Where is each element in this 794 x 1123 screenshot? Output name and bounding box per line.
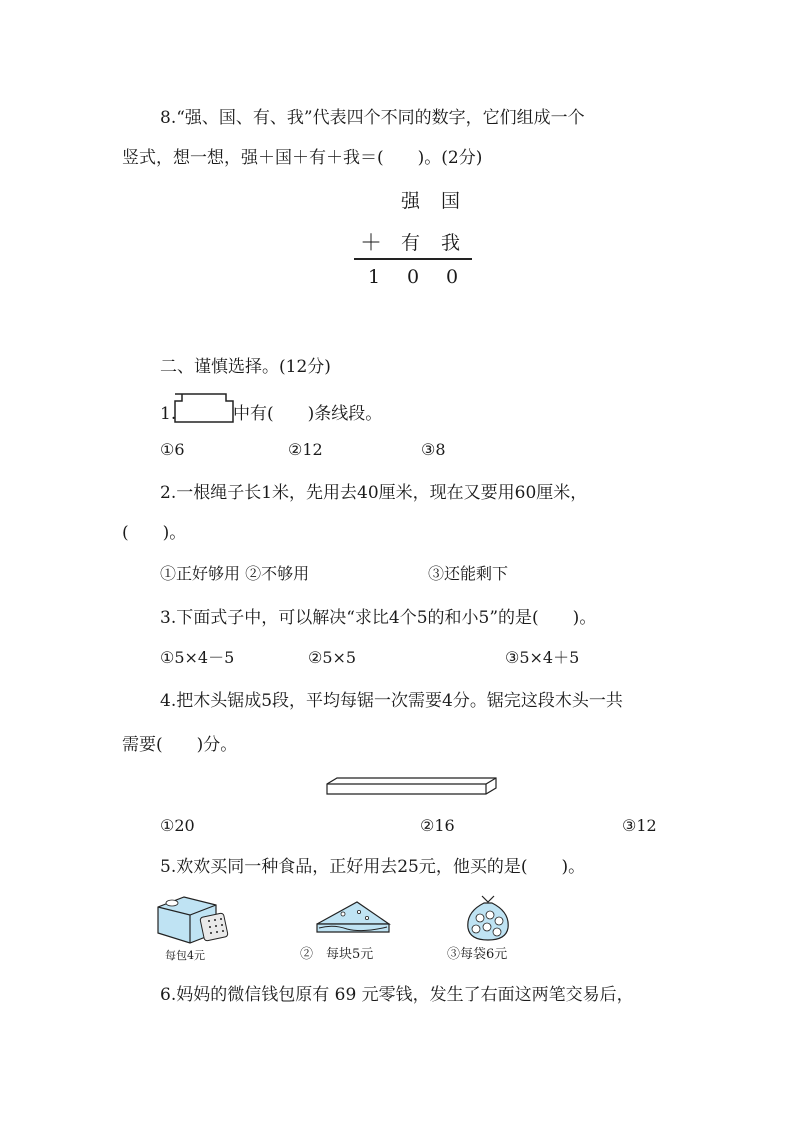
result-digit1: 1 (368, 266, 381, 288)
q4-line1: 4.把木头锯成5段，平均每锯一次需要4分。锯完这段木头一共 (160, 691, 623, 711)
section2-title: 二、谨慎选择。(12分) (160, 357, 331, 377)
q2-line1: 2.一根绳子长1米，先用去40厘米，现在又要用60厘米， (160, 483, 588, 503)
result-digit2: 0 (407, 266, 420, 288)
q1-option-2[interactable]: ②12 (288, 440, 323, 459)
q2-option-1-2[interactable]: ①正好够用 ②不够用 (160, 564, 310, 583)
q3-option-2[interactable]: ②5×5 (308, 648, 357, 667)
q2-option-3[interactable]: ③还能剩下 (428, 564, 509, 583)
q1-option-1[interactable]: ①6 (160, 440, 185, 459)
q5-line1: 5.欢欢买同一种食品，正好用去25元，他买的是( )。 (160, 857, 586, 877)
q8-line2: 竖式，想一想，强＋国＋有＋我＝( )。(2分) (122, 148, 483, 168)
q5-caption-3[interactable]: ③每袋6元 (447, 947, 508, 962)
q4-option-3[interactable]: ③12 (622, 816, 657, 835)
q2-line2: ( )。 (122, 523, 187, 543)
q8-line1: 8.“强、国、有、我”代表四个不同的数字，它们组成一个 (160, 108, 585, 128)
vertical-row2-digit1: 有 (401, 232, 421, 254)
q1-suffix: 中有( )条线段。 (233, 404, 383, 424)
vertical-row1-digit2: 国 (441, 190, 461, 212)
sum-rule (354, 258, 472, 260)
q3-option-1[interactable]: ①5×4－5 (160, 648, 235, 667)
plus-sign: ＋ (360, 231, 383, 256)
vertical-row2-digit2: 我 (441, 232, 461, 254)
vertical-row1-digit1: 强 (401, 190, 421, 212)
q3-line1: 3.下面式子中，可以解决“求比4个5的和小5”的是( )。 (160, 608, 597, 628)
shape-figure-icon (174, 391, 234, 423)
q1-option-3[interactable]: ③8 (421, 440, 446, 459)
q3-option-3[interactable]: ③5×4＋5 (505, 648, 580, 667)
q4-option-1[interactable]: ①20 (160, 816, 195, 835)
result-digit3: 0 (446, 266, 459, 288)
q5-caption-1: 每包4元 (165, 949, 205, 962)
wooden-plank-icon (326, 777, 498, 795)
q5-caption-2[interactable]: ② 每块5元 (300, 947, 374, 962)
q4-option-2[interactable]: ②16 (420, 816, 455, 835)
q6-line1: 6.妈妈的微信钱包原有 69 元零钱，发生了右面这两笔交易后， (160, 985, 634, 1005)
q1-prefix: 1. (160, 404, 177, 424)
q4-line2: 需要( )分。 (122, 735, 238, 755)
biscuit-pack-icon (154, 893, 234, 945)
sandwich-icon (313, 898, 393, 944)
candy-bag-icon (462, 890, 514, 942)
